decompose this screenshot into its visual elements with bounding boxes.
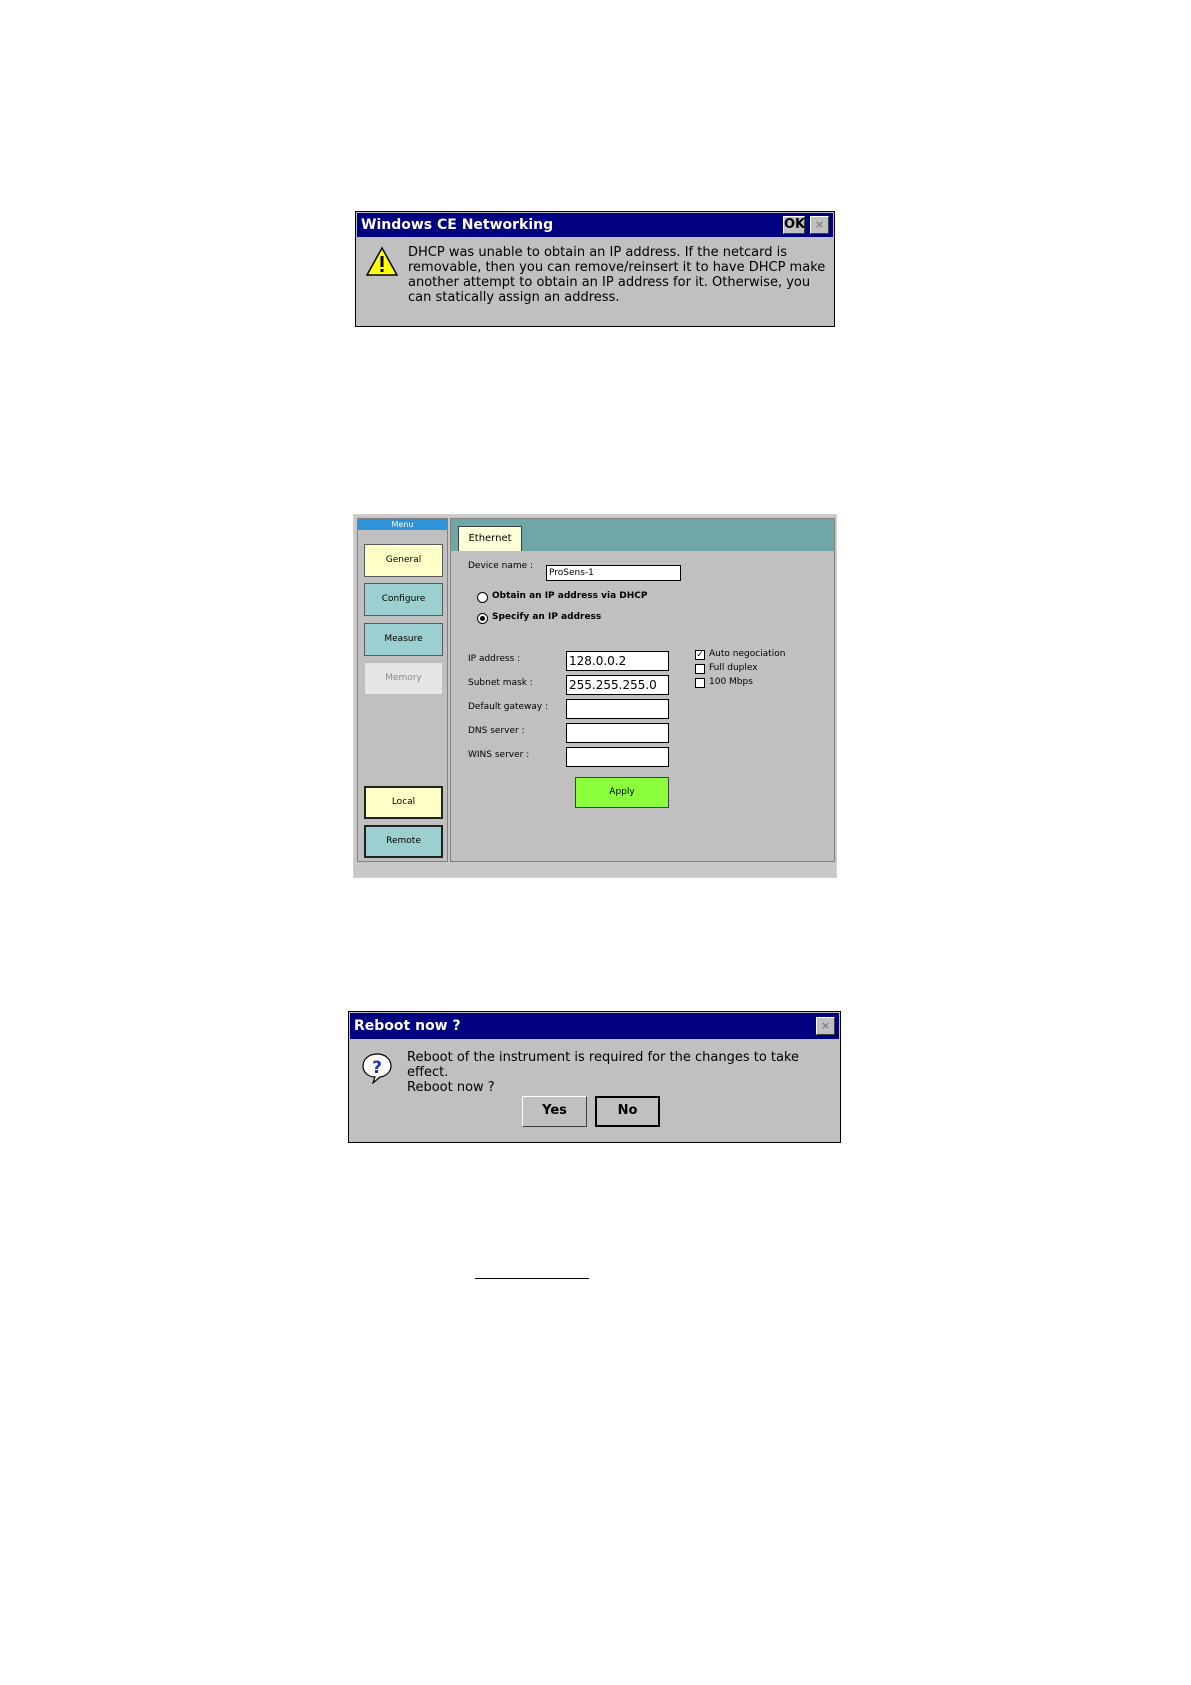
warning-icon — [366, 246, 398, 278]
device-name-input[interactable]: ProSens-1 — [546, 565, 681, 581]
dns-server-input[interactable] — [566, 723, 669, 743]
subnet-mask-input[interactable]: 255.255.255.0 — [566, 675, 669, 695]
question-icon — [361, 1052, 393, 1084]
subnet-mask-label: Subnet mask : — [468, 678, 533, 688]
sidebar-item-memory[interactable]: Memory — [364, 662, 443, 695]
wins-server-input[interactable] — [566, 747, 669, 767]
dns-server-label: DNS server : — [468, 726, 525, 736]
full-duplex-checkbox[interactable] — [695, 664, 705, 674]
close-button[interactable]: × — [810, 216, 829, 234]
no-button[interactable]: No — [595, 1096, 660, 1127]
static-ip-radio-label: Specify an IP address — [492, 612, 602, 622]
sidebar-item-remote[interactable]: Remote — [364, 825, 443, 858]
sidebar-item-general[interactable]: General — [364, 544, 443, 577]
apply-button[interactable]: Apply — [575, 777, 669, 808]
message-line-2: Reboot now ? — [407, 1080, 495, 1095]
dialog-title-bar — [350, 1013, 839, 1039]
device-name-label: Device name : — [468, 561, 534, 571]
dhcp-radio[interactable] — [477, 592, 488, 603]
svg-text:?: ? — [372, 1058, 382, 1078]
ip-address-input[interactable]: 128.0.0.2 — [566, 651, 669, 671]
reboot-dialog — [348, 1011, 841, 1143]
tab-ethernet[interactable]: Ethernet — [458, 526, 522, 551]
default-gateway-label: Default gateway : — [468, 702, 549, 712]
yes-button[interactable]: Yes — [522, 1096, 587, 1127]
dhcp-radio-label: Obtain an IP address via DHCP — [492, 591, 648, 601]
auto-negociation-label: Auto negociation — [709, 649, 786, 659]
100-mbps-checkbox[interactable] — [695, 678, 705, 688]
dialog-title: Windows CE Networking — [361, 217, 554, 233]
sidebar — [357, 518, 448, 862]
ethernet-settings-window — [353, 514, 837, 878]
static-ip-radio[interactable] — [477, 613, 488, 624]
wins-server-label: WINS server : — [468, 750, 530, 760]
menu-header: Menu — [358, 519, 447, 530]
tab-bar — [451, 519, 834, 551]
dhcp-warning-dialog — [355, 211, 835, 327]
auto-negociation-checkbox[interactable]: ✓ — [696, 650, 704, 660]
sidebar-item-configure[interactable]: Configure — [364, 583, 443, 616]
dialog-message — [407, 1050, 827, 1095]
settings-panel — [450, 518, 835, 862]
dialog-message: DHCP was unable to obtain an IP address. If the netcard is removable, then you can remove/reinsert it to have DHCP make another attempt to obtain an IP address for it. Otherwise, you can statically assign an address. — [408, 245, 826, 305]
100-mbps-label: 100 Mbps — [709, 677, 753, 687]
default-gateway-input[interactable] — [566, 699, 669, 719]
ip-address-label: IP address : — [468, 654, 521, 664]
close-button[interactable]: × — [816, 1017, 835, 1035]
sidebar-item-measure[interactable]: Measure — [364, 623, 443, 656]
ok-button[interactable]: OK — [784, 217, 806, 232]
dialog-title: Reboot now ? — [354, 1018, 461, 1034]
sidebar-item-local[interactable]: Local — [364, 786, 443, 819]
dialog-title-bar — [357, 213, 833, 237]
full-duplex-label: Full duplex — [709, 663, 758, 673]
message-line-1: Reboot of the instrument is required for the changes to take effect. — [407, 1050, 800, 1080]
underline-divider — [475, 1278, 589, 1279]
